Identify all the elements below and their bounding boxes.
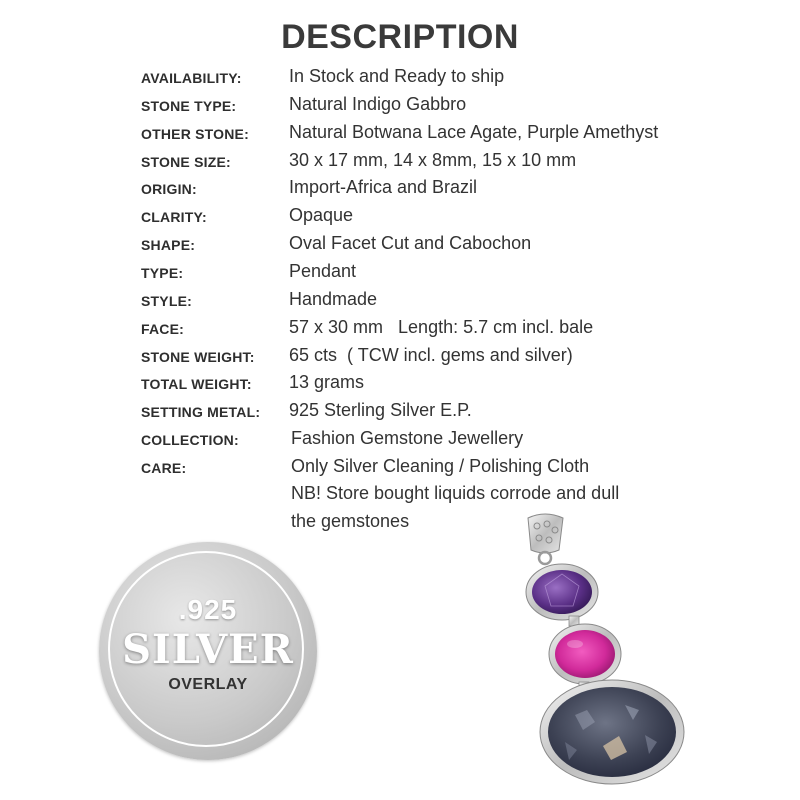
seal-fineness: .925 xyxy=(178,594,238,625)
spec-row-availability xyxy=(0,66,800,94)
spec-label: SHAPE: xyxy=(141,237,196,253)
spec-value: Oval Facet Cut and Cabochon xyxy=(289,233,532,253)
spec-value: Natural Indigo Gabbro xyxy=(289,94,467,114)
spec-row-face xyxy=(0,317,800,345)
spec-label: SETTING METAL: xyxy=(141,404,261,420)
spec-label: ORIGIN: xyxy=(141,181,197,197)
spec-row-setting-metal xyxy=(0,400,800,428)
amethyst-stone-icon xyxy=(526,564,598,620)
spec-row-care xyxy=(0,456,800,484)
spec-row-total-weight xyxy=(0,372,800,400)
spec-label: STONE TYPE: xyxy=(141,98,237,114)
spec-label: AVAILABILITY: xyxy=(141,70,242,86)
spec-value: Fashion Gemstone Jewellery xyxy=(291,428,524,448)
seal-finish: OVERLAY xyxy=(168,676,248,693)
spec-row-collection xyxy=(0,428,800,456)
spec-row-style xyxy=(0,289,800,317)
spec-value: Import-Africa and Brazil xyxy=(289,177,478,197)
spec-label: STONE SIZE: xyxy=(141,154,231,170)
spec-value: Natural Botwana Lace Agate, Purple Amethyst xyxy=(289,122,659,142)
spec-value: 65 cts ( TCW incl. gems and silver) xyxy=(289,345,573,365)
spec-value: In Stock and Ready to ship xyxy=(289,66,505,86)
spec-row-shape xyxy=(0,233,800,261)
spec-value: 925 Sterling Silver E.P. xyxy=(289,400,472,420)
spec-label: FACE: xyxy=(141,321,184,337)
page-title: DESCRIPTION xyxy=(281,18,519,56)
spec-label: STYLE: xyxy=(141,293,192,309)
pink-agate-stone-icon xyxy=(549,624,621,684)
spec-label: CARE: xyxy=(141,460,187,476)
spec-label: TOTAL WEIGHT: xyxy=(141,376,252,392)
care-note-line: NB! Store bought liquids corrode and dull xyxy=(291,483,620,503)
spec-value: Pendant xyxy=(289,261,357,281)
spec-value: Opaque xyxy=(289,205,354,225)
spec-row-stone-type xyxy=(0,94,800,122)
spec-value: 13 grams xyxy=(289,372,365,392)
spec-label: OTHER STONE: xyxy=(141,126,249,142)
care-note-line: the gemstones xyxy=(291,511,410,531)
spec-value: Handmade xyxy=(289,289,378,309)
indigo-gabbro-stone-icon xyxy=(540,680,684,784)
spec-row-type xyxy=(0,261,800,289)
spec-label: STONE WEIGHT: xyxy=(141,349,255,365)
spec-label: COLLECTION: xyxy=(141,432,239,448)
seal-metal: SILVER xyxy=(122,626,294,673)
silver-overlay-seal xyxy=(99,542,317,760)
spec-value: 57 x 30 mm Length: 5.7 cm incl. bale xyxy=(289,317,594,337)
bale-icon xyxy=(528,514,563,564)
spec-row-other-stone xyxy=(0,122,800,150)
spec-row-stone-weight xyxy=(0,345,800,373)
spec-row-stone-size xyxy=(0,150,800,178)
spec-label: CLARITY: xyxy=(141,209,207,225)
spec-value: 30 x 17 mm, 14 x 8mm, 15 x 10 mm xyxy=(289,150,577,170)
spec-value: Only Silver Cleaning / Polishing Cloth xyxy=(291,456,590,476)
spec-label: TYPE: xyxy=(141,265,184,281)
spec-row-clarity xyxy=(0,205,800,233)
pendant-product-image xyxy=(515,510,685,795)
spec-row-origin xyxy=(0,177,800,205)
